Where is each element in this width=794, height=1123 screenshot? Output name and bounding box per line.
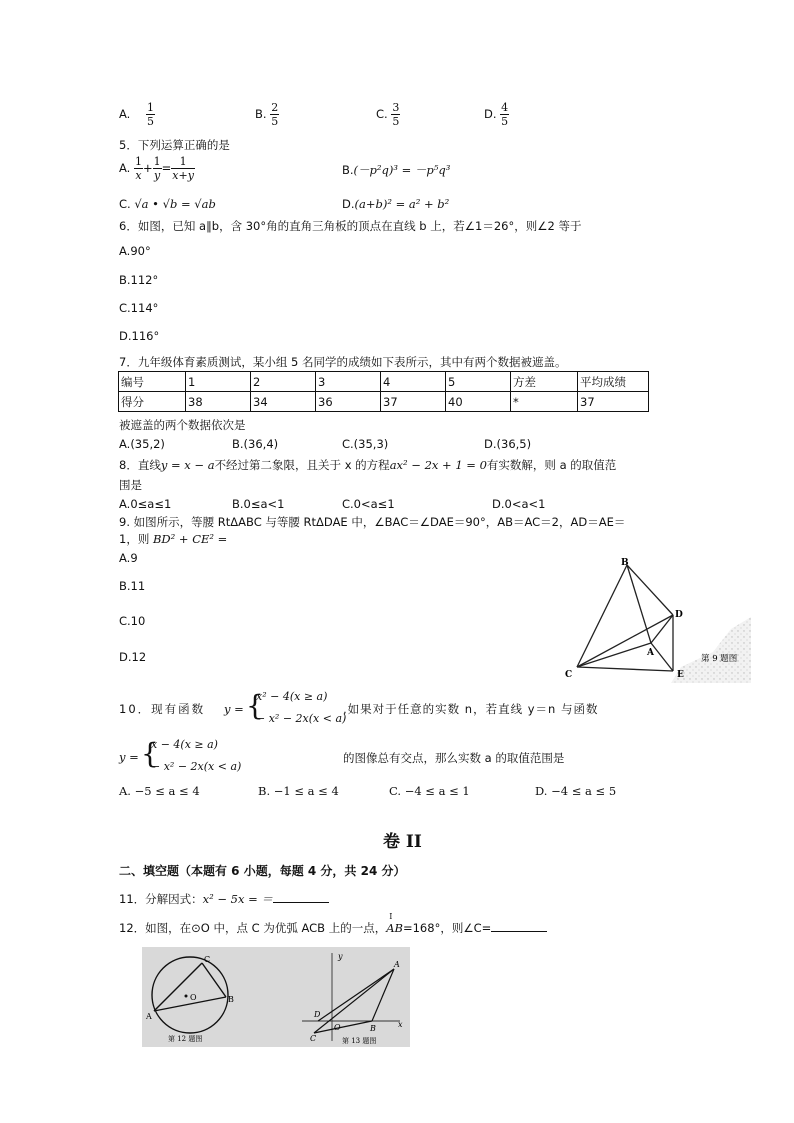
q8-option-b: B.0≤a<1: [232, 497, 285, 511]
q9-expr: BD² + CE² =: [152, 532, 228, 546]
q4-option-b: [255, 101, 279, 128]
q13-label-x: x: [398, 1020, 403, 1029]
q8-option-d: D.0<a<1: [492, 497, 546, 511]
q7-option-b: B.(36,4): [232, 437, 279, 451]
q13-label-c: C: [310, 1034, 317, 1043]
table-cell: 37: [578, 392, 649, 412]
q13-label-b: B: [370, 1024, 376, 1033]
q10-option-a: A. −5 ≤ a ≤ 4: [119, 784, 200, 798]
q8-expr2: ax² − 2x + 1 = 0: [389, 458, 487, 472]
q10-stem-part1: 10．现有函数: [119, 702, 206, 716]
q12-label-o: O: [190, 993, 197, 1002]
q4-option-c: [376, 101, 400, 128]
q6-option-d: D.116°: [119, 329, 160, 343]
q4-option-a: [119, 101, 155, 128]
q9-stem-line2: [119, 531, 227, 547]
q4-a-label: A.: [119, 107, 131, 121]
q5-option-d: [342, 197, 449, 211]
q9-label-e: E: [677, 670, 684, 680]
q9-figure-lines: [577, 565, 673, 671]
q12: [119, 912, 547, 936]
q12-label-a: A: [146, 1012, 152, 1021]
q4-b-label: B.: [255, 107, 267, 121]
table-cell: 平均成绩: [578, 372, 649, 392]
q9-label-b: B: [621, 558, 629, 568]
q12-answer-blank[interactable]: [491, 919, 547, 932]
q9-option-b: B.11: [119, 579, 146, 593]
q5-stem: 5．下列运算正确的是: [119, 138, 230, 152]
q4-option-d: [484, 101, 509, 128]
q10-piece1-top: x² − 4(x ≥ a): [256, 690, 328, 703]
q10-stem-part2: ,如果对于任意的实数 n，若直线 y＝n 与函数: [343, 702, 599, 716]
q13-label-y: y: [338, 952, 343, 961]
q12-figure-caption: 第 12 题图: [168, 1035, 203, 1043]
q9-label-a: A: [647, 648, 654, 658]
q13-label-o: O: [334, 1023, 341, 1032]
table-cell: 编号: [119, 372, 186, 392]
q13-figure-caption: 第 13 题图: [342, 1037, 377, 1045]
q7-score-table: [118, 371, 649, 412]
q9-stem-line1: 9. 如图所示，等腰 RtΔABC 与等腰 RtΔDAE 中，∠BAC＝∠DAE＝90°，AB＝AC＝2，AD＝AE＝: [119, 515, 626, 529]
q7-option-d: D.(36,5): [484, 437, 532, 451]
q4-d-label: D.: [484, 107, 497, 121]
table-cell: 38: [186, 392, 251, 412]
table-row: [119, 392, 649, 412]
q10-func2-top: x − 4(x ≥ a): [151, 738, 218, 751]
q9-figure: [563, 557, 751, 683]
q4-d-fraction: $\frac{4}{5}$: [501, 101, 509, 128]
q11-answer-blank[interactable]: [273, 890, 329, 903]
q9-option-c: C.10: [119, 614, 146, 628]
q9-option-a: A.9: [119, 551, 138, 565]
q4-c-label: C.: [376, 107, 388, 121]
table-cell: 37: [381, 392, 446, 412]
table-cell: 4: [381, 372, 446, 392]
q13-label-a: A: [394, 960, 400, 969]
q12-q13-figure: [142, 947, 410, 1047]
table-cell: 方差: [511, 372, 578, 392]
q6-option-c: C.114°: [119, 301, 159, 315]
q8-stem-part1: 8．直线: [119, 458, 161, 472]
q10-stem-part3: 的图像总有交点，那么实数 a 的取值范围是: [343, 751, 565, 765]
q7-stem: 7．九年级体育素质测试，某小组 5 名同学的成绩如下表所示，其中有两个数据被遮盖。: [119, 355, 567, 369]
q7-option-a: A.(35,2): [119, 437, 165, 451]
table-cell: *: [511, 392, 578, 412]
section-title: 卷 II: [383, 832, 422, 852]
q6-stem: 6．如图，已知 a∥b，含 30°角的直角三角板的顶点在直线 b 上，若∠1＝26°，则∠2 等于: [119, 219, 582, 233]
table-cell: 5: [446, 372, 511, 392]
q8-stem-line2: 围是: [119, 478, 142, 492]
q12-center-dot: [185, 995, 188, 998]
q9-option-d: D.12: [119, 650, 147, 664]
q5-c-expr: √a • √b = √ab: [134, 197, 216, 211]
table-cell: 34: [251, 392, 316, 412]
q5-d-label: D.: [342, 197, 355, 211]
q9-figure-caption: 第 9 题图: [701, 654, 738, 664]
q8-option-c: C.0<a≤1: [342, 497, 395, 511]
part-heading: 二、填空题（本题有 6 小题，每题 4 分，共 24 分）: [119, 864, 406, 878]
q4-b-fraction: $\frac{2}{5}$: [271, 101, 279, 128]
q5-option-c: [119, 197, 216, 211]
q5-b-expr: (－p²q)³ = －p⁵q³: [353, 163, 451, 177]
table-cell: 36: [316, 392, 381, 412]
q5-a-label: A.: [119, 161, 131, 175]
q8-stem-part2: 不经过第二象限，且关于 x 的方程: [214, 458, 390, 472]
table-cell: 40: [446, 392, 511, 412]
q5-c-label: C.: [119, 197, 131, 211]
q13-label-d: D: [314, 1010, 321, 1019]
q7-follow: 被遮盖的两个数据依次是: [119, 418, 246, 432]
q5-option-b: [342, 162, 450, 178]
q10-option-b: B. −1 ≤ a ≤ 4: [258, 784, 339, 798]
q12-arc-label: AB: [386, 921, 403, 935]
table-cell: 2: [251, 372, 316, 392]
q6-option-a: A.90°: [119, 244, 151, 258]
q11: [119, 890, 329, 907]
q8-stem-part3: 有实数解，则 a 的取值范: [486, 458, 617, 472]
q12-stem-part1: 12．如图，在⊙O 中，点 C 为优弧 ACB 上的一点，: [119, 921, 387, 935]
q12-stem-part2: =168°，则∠C=: [402, 921, 492, 935]
table-cell: 得分: [119, 392, 186, 412]
q8-stem: [119, 457, 616, 473]
table-row: [119, 372, 649, 392]
q4-a-fraction: $\frac{1}{5}$: [146, 101, 154, 128]
q9-label-d: D: [675, 610, 683, 620]
q12-label-b: B: [228, 995, 234, 1004]
q8-option-a: A.0≤a≤1: [119, 497, 172, 511]
q10-piece1-bot: − x² − 2x(x < a): [256, 712, 347, 725]
q4-c-fraction: $\frac{3}{5}$: [392, 101, 400, 128]
q10-func2-bot: − x² − 2x(x < a): [151, 760, 242, 773]
table-cell: 1: [186, 372, 251, 392]
q12-label-c: C: [204, 955, 211, 964]
q12-arc: I AB: [386, 912, 403, 935]
q9-label-c: C: [565, 670, 573, 680]
q11-stem: 11．分解因式：: [119, 892, 203, 906]
q11-expr: x² − 5x = ＝: [202, 892, 273, 906]
q9-stem-line2a: 1，则: [119, 532, 150, 546]
q6-option-b: B.112°: [119, 273, 159, 287]
q7-option-c: C.(35,3): [342, 437, 389, 451]
q8-expr1: y = x − a: [160, 458, 215, 472]
q5-option-a: A. $\frac{1}{x}$ + $\frac{1}{y}$ = $\frac{1}{x+y}$: [119, 155, 194, 182]
q5-d-expr: (a+b)² = a² + b²: [354, 197, 450, 211]
q10-option-d: D. −4 ≤ a ≤ 5: [535, 784, 617, 798]
table-cell: 3: [316, 372, 381, 392]
q5-b-label: B.: [342, 163, 354, 177]
q10-option-c: C. −4 ≤ a ≤ 1: [389, 784, 470, 798]
